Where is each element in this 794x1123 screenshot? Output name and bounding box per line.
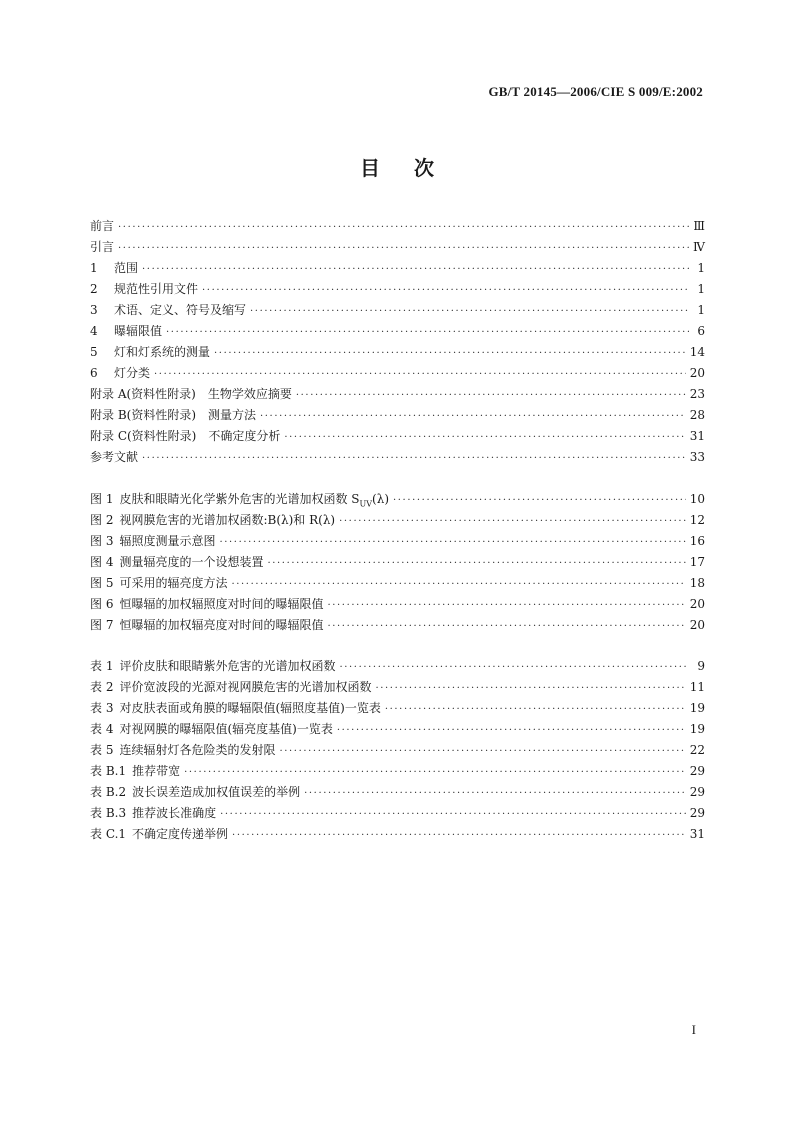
- toc-entry-text: 范围: [114, 261, 139, 275]
- toc-entry-label: [90, 363, 150, 384]
- figure-entry[interactable]: [90, 552, 705, 573]
- toc-entry-text: 引言: [90, 240, 115, 254]
- toc-entry-label: [90, 573, 227, 594]
- toc-entry-number: 1: [90, 261, 98, 275]
- toc-leader-dots: [339, 657, 689, 678]
- toc-entry-page: 29: [689, 785, 705, 799]
- toc-entry[interactable]: [90, 300, 705, 321]
- toc-tables-section: [90, 656, 705, 845]
- toc-entry-number: 表 2: [90, 680, 114, 694]
- toc-leader-dots: [279, 741, 685, 762]
- toc-entry-number: 表 3: [90, 701, 114, 715]
- toc-entry-page: 11: [689, 680, 705, 694]
- toc-entry-number: 6: [90, 366, 98, 380]
- toc-entry[interactable]: [90, 405, 705, 426]
- figure-entry[interactable]: [90, 573, 705, 594]
- toc-entry-label: [90, 216, 114, 237]
- toc-entry-number: 表 B.3: [90, 806, 127, 820]
- toc-entry-label: [90, 384, 292, 405]
- toc-entry-text: 参考文献: [90, 450, 139, 464]
- toc-entry-text: 连续辐射灯各危险类的发射限: [119, 743, 276, 757]
- toc-leader-dots: [118, 217, 689, 238]
- toc-entry-text: 测量辐亮度的一个设想装置: [119, 555, 264, 569]
- toc-entry-label: [90, 803, 216, 824]
- toc-entry-number: 表 B.2: [90, 785, 127, 799]
- toc-leader-dots: [154, 364, 686, 385]
- toc-leader-dots: [375, 678, 685, 699]
- toc-leader-dots: [202, 280, 689, 301]
- toc-entry-label: [90, 782, 300, 803]
- toc-entry-label: [90, 615, 323, 636]
- toc-entry-label: [90, 698, 381, 719]
- toc-entry-label: [90, 761, 180, 782]
- toc-leader-dots: [327, 595, 685, 616]
- toc-entry-page: 33: [689, 450, 705, 464]
- toc-leader-dots: [142, 259, 689, 280]
- toc-entry-number: 表 5: [90, 743, 114, 757]
- toc-entry[interactable]: [90, 216, 705, 237]
- toc-entry[interactable]: [90, 279, 705, 300]
- toc-leader-dots: [214, 343, 686, 364]
- toc-entry-text: 前言: [90, 219, 115, 233]
- toc-entry-text: 对视网膜的曝辐限值(辐亮度基值)一览表: [119, 722, 333, 736]
- toc-entry-number: 表 1: [90, 659, 114, 673]
- toc-entry-text: 可采用的辐亮度方法: [119, 576, 228, 590]
- figure-entry[interactable]: [90, 531, 705, 552]
- toc-entry-page: 31: [689, 827, 705, 841]
- toc-leader-dots: [231, 574, 685, 595]
- toc-entry-label: [90, 677, 371, 698]
- toc-entry-number: 图 5: [90, 576, 114, 590]
- figure-entry[interactable]: [90, 510, 705, 531]
- toc-entry-text: 灯和灯系统的测量: [114, 345, 211, 359]
- toc-entry[interactable]: [90, 426, 705, 447]
- toc-entry-number: 3: [90, 303, 98, 317]
- table-entry[interactable]: [90, 824, 705, 845]
- toc-entry-page: 29: [689, 764, 705, 778]
- toc-entry-page: 12: [689, 513, 705, 527]
- toc-leader-dots: [337, 720, 686, 741]
- toc-entry-label: [90, 719, 333, 740]
- toc-leader-dots: [260, 406, 686, 427]
- toc-entry-text: 皮肤和眼睛光化学紫外危害的光谱加权函数 S: [119, 492, 360, 506]
- toc-entry-label: [90, 279, 198, 300]
- toc-entry-text: 附录 B(资料性附录) 测量方法: [90, 408, 256, 422]
- page-number: I: [691, 1022, 696, 1037]
- table-entry[interactable]: [90, 677, 705, 698]
- toc-entry-label: [90, 426, 280, 447]
- figure-entry[interactable]: [90, 489, 705, 510]
- toc-entry-suffix: (λ): [372, 492, 389, 506]
- toc-leader-dots: [296, 385, 686, 406]
- toc-entry-label: [90, 237, 114, 258]
- toc-entry-label: [90, 300, 246, 321]
- toc-entry-text: 视网膜危害的光谱加权函数:B(λ)和 R(λ): [119, 513, 336, 527]
- toc-entry-page: 19: [689, 701, 705, 715]
- figure-entry[interactable]: [90, 615, 705, 636]
- toc-entry-page: 14: [689, 345, 705, 359]
- toc-entry-text: 灯分类: [114, 366, 151, 380]
- toc-entry-text: 附录 A(资料性附录) 生物学效应摘要: [90, 387, 292, 401]
- toc-entry-number: 图 7: [90, 618, 114, 632]
- toc-entry-label: [90, 656, 335, 677]
- toc-entry-text: 对皮肤表面或角膜的曝辐限值(辐照度基值)一览表: [119, 701, 381, 715]
- toc-leader-dots: [385, 699, 686, 720]
- toc-entry-text: 不确定度传递举例: [132, 827, 229, 841]
- toc-entry-number: 表 4: [90, 722, 114, 736]
- toc-entry-number: 表 C.1: [90, 827, 127, 841]
- toc-entry-label: [90, 824, 228, 845]
- toc-leader-dots: [267, 553, 685, 574]
- table-entry[interactable]: [90, 656, 705, 677]
- toc-entry[interactable]: [90, 237, 705, 258]
- toc-entry-text: 附录 C(资料性附录) 不确定度分析: [90, 429, 281, 443]
- table-entry[interactable]: [90, 698, 705, 719]
- toc-entry-label: [90, 740, 275, 761]
- toc-entry-number: 2: [90, 282, 98, 296]
- toc-figures-section: [90, 489, 705, 636]
- toc-entry-label: [90, 321, 162, 342]
- toc-entry-number: 图 1: [90, 492, 114, 506]
- toc-leader-dots: [327, 616, 685, 637]
- toc-entry-number: 图 6: [90, 597, 114, 611]
- table-entry[interactable]: [90, 761, 705, 782]
- toc-entry-number: 图 4: [90, 555, 114, 569]
- toc-entry-page: 10: [689, 492, 705, 506]
- standard-code-header: GB/T 20145—2006/CIE S 009/E:2002: [488, 84, 703, 99]
- toc-entry[interactable]: [90, 342, 705, 363]
- toc-entry-text: 推荐带宽: [132, 764, 181, 778]
- figure-entry[interactable]: [90, 594, 705, 615]
- toc-entry-text: 恒曝辐的加权辐照度对时间的曝辐限值: [119, 597, 324, 611]
- page-title: 目次: [360, 156, 468, 180]
- toc-entry[interactable]: [90, 447, 705, 468]
- toc-entry-text: 曝辐限值: [114, 324, 163, 338]
- toc-leader-dots: [219, 532, 685, 553]
- toc-entry-page: 16: [689, 534, 705, 548]
- toc-entry[interactable]: [90, 258, 705, 279]
- toc-entry-label: [90, 405, 256, 426]
- toc-entry-number: 图 2: [90, 513, 114, 527]
- toc-main-section: [90, 216, 705, 468]
- toc-entry-label: [90, 510, 335, 531]
- toc-entry-number: 5: [90, 345, 98, 359]
- toc-entry-label: [90, 342, 210, 363]
- toc-entry-page: 28: [689, 408, 705, 422]
- toc-entry-page: 9: [697, 659, 705, 673]
- toc-leader-dots: [118, 238, 689, 259]
- toc-entry-page: 20: [689, 366, 705, 380]
- toc-entry-label: [90, 531, 215, 552]
- toc-entry-label: [90, 258, 138, 279]
- toc-entry-text: 波长误差造成加权值误差的举例: [132, 785, 301, 799]
- toc-entry-text: 术语、定义、符号及缩写: [114, 303, 247, 317]
- toc-entry-page: 20: [689, 618, 705, 632]
- toc-entry-subscript: UV: [359, 499, 373, 509]
- toc-entry-page: 6: [697, 324, 705, 338]
- toc-entry-text: 推荐波长准确度: [132, 806, 217, 820]
- toc-entry-page: 23: [689, 387, 705, 401]
- toc-leader-dots: [284, 427, 685, 448]
- toc-entry-number: 表 B.1: [90, 764, 127, 778]
- toc-entry-page: 20: [689, 597, 705, 611]
- toc-leader-dots: [250, 301, 689, 322]
- toc-entry-text: 评价皮肤和眼睛紫外危害的光谱加权函数: [119, 659, 336, 673]
- toc-leader-dots: [166, 322, 689, 343]
- toc-entry-number: 4: [90, 324, 98, 338]
- toc-entry[interactable]: [90, 321, 705, 342]
- toc-entry-text: 恒曝辐的加权辐亮度对时间的曝辐限值: [119, 618, 324, 632]
- toc-leader-dots: [220, 804, 686, 825]
- toc-entry-page: 19: [689, 722, 705, 736]
- toc-entry[interactable]: [90, 363, 705, 384]
- toc-entry-number: 图 3: [90, 534, 114, 548]
- toc-entry-text: 评价宽波段的光源对视网膜危害的光谱加权函数: [119, 680, 372, 694]
- toc-entry-page: Ⅳ: [693, 240, 705, 254]
- toc-entry-page: 1: [697, 303, 705, 317]
- toc-leader-dots: [232, 825, 686, 846]
- table-entry[interactable]: [90, 719, 705, 740]
- table-entry[interactable]: [90, 782, 705, 803]
- toc-entry-page: 18: [689, 576, 705, 590]
- toc-entry-text: 辐照度测量示意图: [119, 534, 216, 548]
- toc-entry-label: [90, 552, 263, 573]
- toc-leader-dots: [184, 762, 686, 783]
- toc-entry-page: 1: [697, 282, 705, 296]
- toc-entry-label: [90, 447, 138, 468]
- toc-leader-dots: [142, 448, 686, 469]
- toc-entry-page: 22: [689, 743, 705, 757]
- table-entry[interactable]: [90, 803, 705, 824]
- toc-entry-page: 17: [689, 555, 705, 569]
- table-entry[interactable]: [90, 740, 705, 761]
- toc-leader-dots: [393, 490, 686, 511]
- toc-leader-dots: [339, 511, 686, 532]
- toc-entry-label: [90, 594, 323, 615]
- toc-entry-page: 31: [689, 429, 705, 443]
- toc-entry-page: 1: [697, 261, 705, 275]
- toc-entry-page: Ⅲ: [693, 219, 705, 233]
- toc-entry[interactable]: [90, 384, 705, 405]
- toc-entry-page: 29: [689, 806, 705, 820]
- toc-leader-dots: [304, 783, 686, 804]
- toc-entry-text: 规范性引用文件: [114, 282, 199, 296]
